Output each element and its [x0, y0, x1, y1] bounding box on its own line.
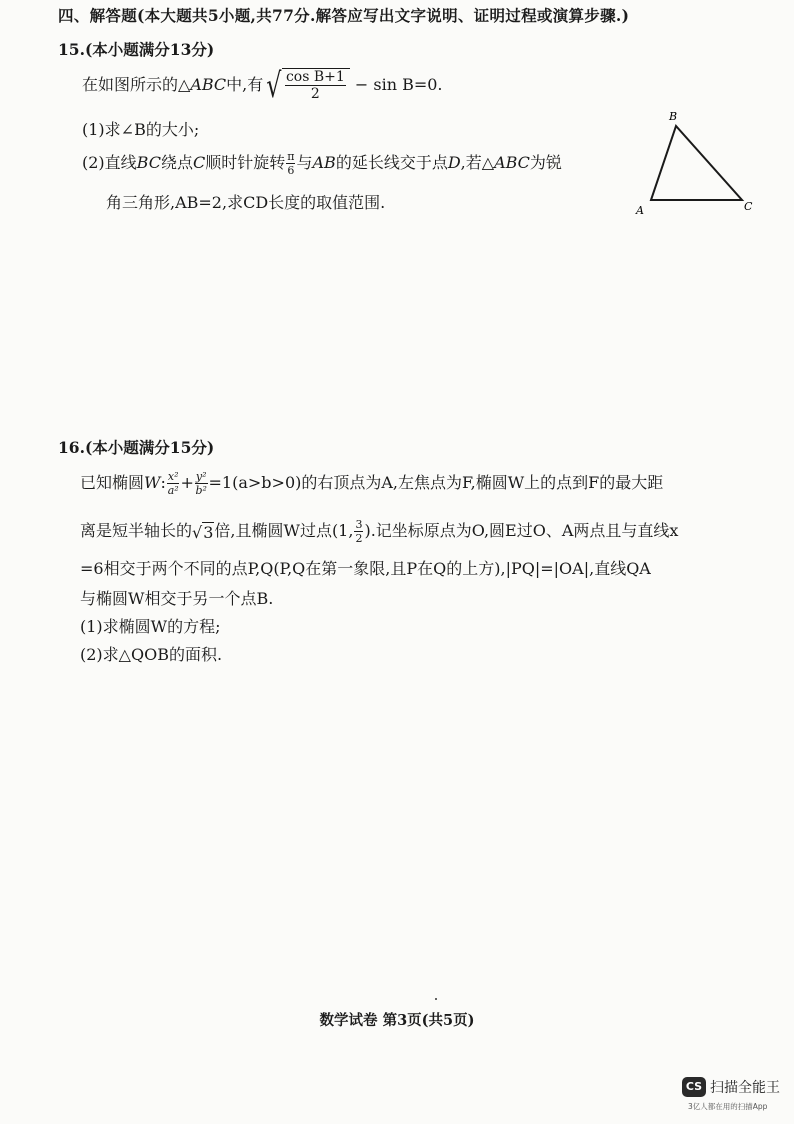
q16-l2-c: ).记坐标原点为O,圆E过O、A两点且与直线x: [364, 521, 679, 540]
q16-l2-a: 离是短半轴长的: [80, 521, 193, 540]
q15-part2-line2: 角三角形,AB=2,求CD长度的取值范围.: [106, 193, 386, 212]
q15-stem-abc: ABC: [190, 74, 227, 94]
q16-line4: 与椭圆W相交于另一个点B.: [80, 589, 274, 608]
scanner-watermark: [682, 1076, 780, 1097]
q16-line2: [80, 518, 678, 544]
q16-b2: b²: [195, 484, 207, 497]
q16-x2: x²: [167, 470, 179, 483]
q15-p2-bc: BC: [136, 153, 161, 172]
q16-part1: (1)求椭圆W的方程;: [80, 617, 221, 636]
q15-pi-numerator: π: [287, 150, 295, 163]
triangle-figure: [630, 106, 760, 218]
q15-p2-b: 绕点: [160, 153, 193, 172]
q16-line1: [80, 470, 663, 496]
q15-stem-mid: 中,有: [226, 74, 264, 94]
scan-dot: [435, 998, 437, 1000]
q15-rad-numerator: cos B+1: [285, 69, 345, 85]
q15-p2-c: C: [192, 153, 206, 172]
watermark-tagline: 3亿人都在用的扫描App: [688, 1102, 768, 1111]
q16-line3: =6相交于两个不同的点P,Q(P,Q在第一象限,且P在Q的上方),|PQ|=|OA|,直线QA: [80, 559, 651, 578]
q15-p2-d: 顺时针旋转: [205, 153, 286, 172]
q16-plus: +: [180, 473, 194, 492]
q15-p2-h: 为锐: [529, 153, 562, 172]
q15-header: 15.(本小题满分13分): [58, 40, 215, 59]
q16-y2: y²: [195, 470, 207, 483]
figure-label-c: C: [744, 200, 753, 213]
q15-stem-post: − sin B=0.: [354, 74, 443, 94]
q15-p2-a: (2)直线: [82, 153, 137, 172]
section-heading: 四、解答题(本大题共5小题,共77分.解答应写出文字说明、证明过程或演算步骤.): [58, 6, 630, 25]
q16-l2-b: 倍,且椭圆W过点(1,: [214, 521, 354, 540]
watermark-name: 扫描全能王: [710, 1079, 780, 1096]
triangle-abc: [651, 126, 742, 200]
q15-p2-g: ,若△: [460, 153, 495, 172]
q15-part1: (1)求∠B的大小;: [82, 120, 200, 139]
q16-header: 16.(本小题满分15分): [58, 438, 215, 457]
q16-l1-c: =1(a>b>0)的右顶点为A,左焦点为F,椭圆W上的点到F的最大距: [208, 473, 664, 492]
page-footer: 数学试卷 第3页(共5页): [319, 1012, 475, 1029]
cs-logo-icon: CS: [682, 1077, 706, 1097]
q15-p2-abc: ABC: [494, 153, 530, 172]
q15-p2-D: D: [447, 153, 461, 172]
q16-l1-w: W: [144, 473, 161, 492]
figure-label-b: B: [669, 110, 678, 123]
q15-rad-denominator: 2: [310, 86, 320, 102]
q16-l2-denominator: 2: [355, 532, 363, 545]
q16-a2: a²: [167, 484, 179, 497]
q15-p2-e: 与: [296, 153, 313, 172]
q15-stem-pre: 在如图所示的△: [82, 74, 191, 94]
q15-p2-f: 的延长线交于点: [335, 153, 448, 172]
q16-part2: (2)求△QOB的面积.: [80, 645, 223, 664]
q15-pi-denominator: 6: [287, 164, 295, 177]
figure-label-a: A: [636, 204, 644, 217]
q16-sqrt3: √3: [192, 522, 214, 542]
q15-p2-ab: AB: [312, 153, 336, 172]
q15-part2-line1: [82, 150, 562, 176]
q16-l1-colon: :: [160, 473, 166, 492]
q15-sqrt-expression: √ $\frac{\text{cos B+1}}{2}$: [263, 68, 350, 103]
q16-l2-numerator: 3: [355, 518, 363, 531]
q16-sqrt3-value: 3: [203, 522, 214, 542]
q16-l1-a: 已知椭圆: [80, 473, 145, 492]
q15-stem: [82, 65, 443, 106]
